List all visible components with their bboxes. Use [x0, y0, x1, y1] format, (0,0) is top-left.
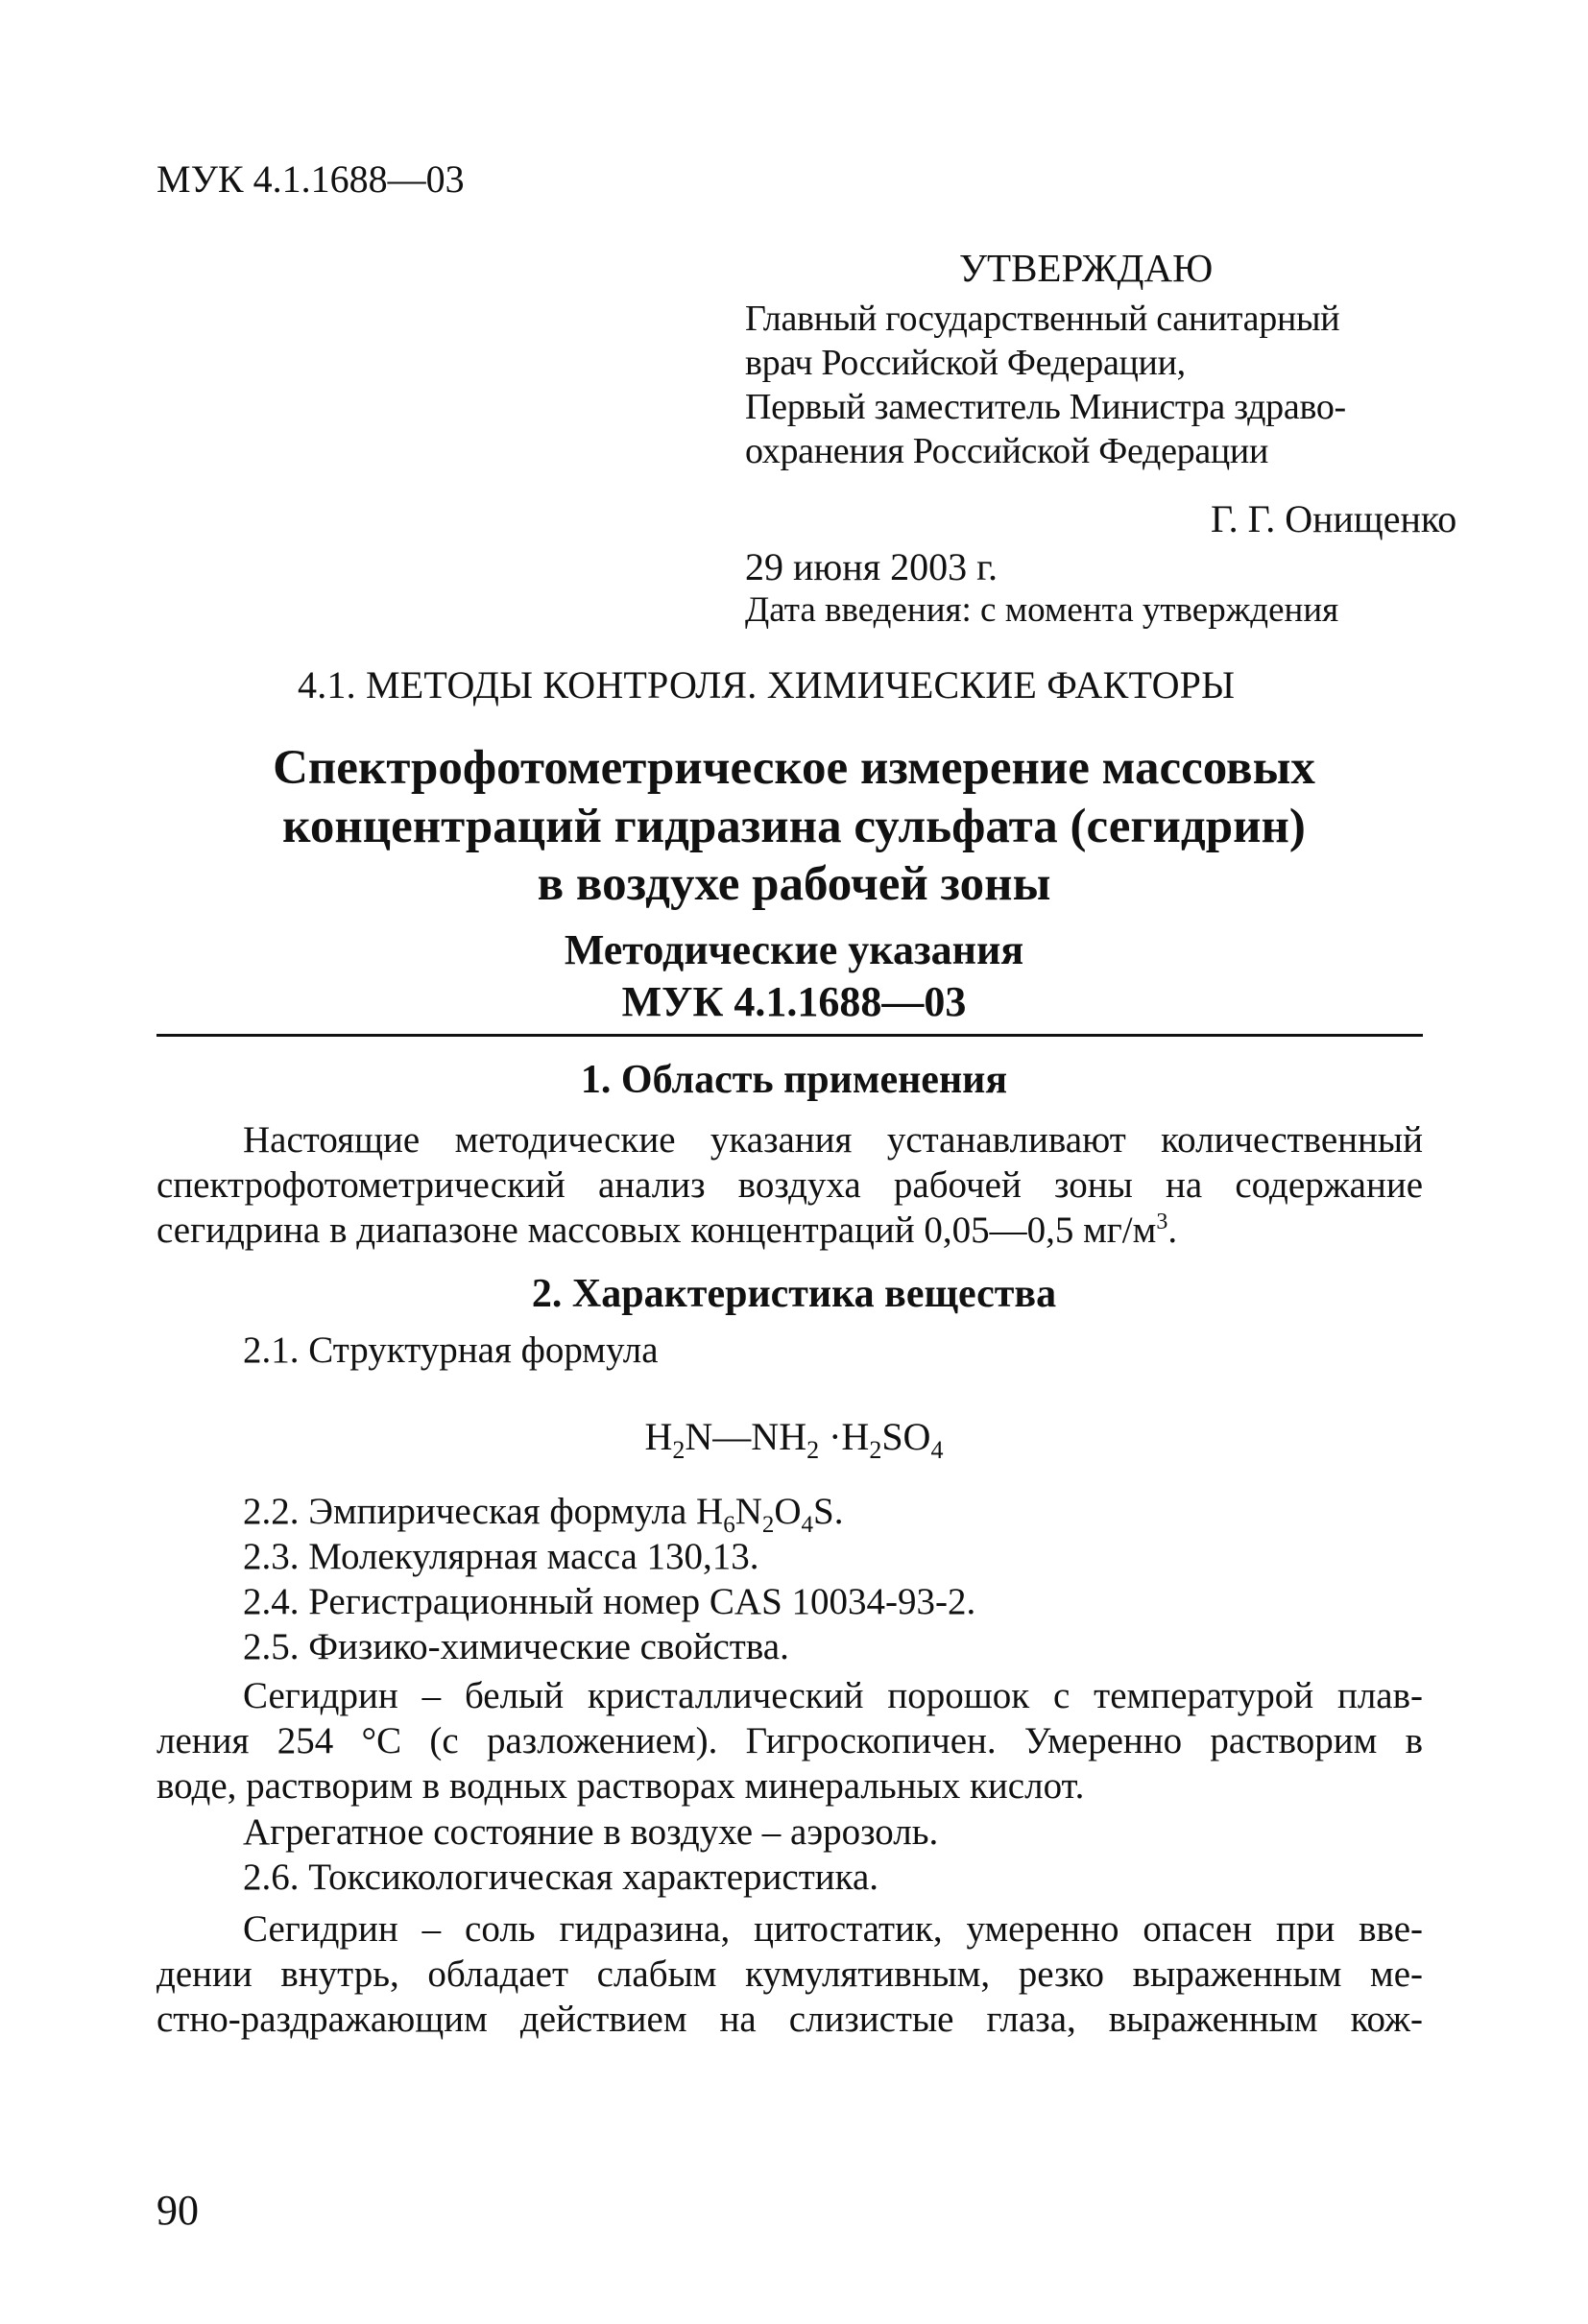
empirical-formula-line: [243, 1490, 1423, 1540]
cas-number: 2.4. Регистрационный номер CAS 10034-93-2.: [243, 1581, 976, 1622]
structural-formula-label: 2.1. Структурная формула: [243, 1330, 659, 1371]
properties-label: 2.5. Физико-химические свойства.: [243, 1626, 789, 1667]
paragraph-line: стно-раздражающим действием на слизистые глаза, выраженным кож-: [156, 1999, 1423, 2040]
approval-line: Первый заместитель Министра здраво-: [745, 387, 1346, 427]
approval-line: врач Российской Федерации,: [745, 343, 1186, 383]
paragraph-line: Настоящие методические указания устанавливают количественный: [243, 1119, 1423, 1161]
structural-formula: [0, 1414, 1588, 1465]
introduction-date: Дата введения: с момента утверждения: [745, 590, 1339, 630]
document-subtitle-code: МУК 4.1.1688—03: [621, 978, 967, 1025]
approval-title: УТВЕРЖДАЮ: [959, 246, 1214, 290]
paragraph-line: дении внутрь, обладает слабым кумулятивным, резко выраженным ме-: [156, 1953, 1423, 1995]
formula-part: ·H: [819, 1415, 870, 1458]
signer-name: Г. Г. Онищенко: [1211, 497, 1457, 540]
title-divider: [156, 1034, 1423, 1037]
section-2-heading: 2. Характеристика вещества: [531, 1272, 1057, 1316]
paragraph-text: сегидрина в диапазоне массовых концентраций 0,05—0,5 мг/м: [156, 1210, 1157, 1251]
paragraph-line: Сегидрин – соль гидразина, цитостатик, умеренно опасен при вве-: [243, 1908, 1423, 1950]
formula-subscript: 2: [806, 1436, 820, 1464]
approval-date: 29 июня 2003 г.: [745, 545, 998, 588]
paragraph-line: воде, растворим в водных растворах минеральных кислот.: [156, 1765, 1085, 1807]
approval-line: охранения Российской Федерации: [745, 431, 1269, 471]
section-heading: 4.1. МЕТОДЫ КОНТРОЛЯ. ХИМИЧЕСКИЕ ФАКТОРЫ: [298, 663, 1236, 707]
document-title-line: в воздухе рабочей зоны: [537, 857, 1051, 911]
paragraph-line: ления 254 °С (с разложением). Гигроскопичен. Умеренно растворим в: [156, 1720, 1423, 1761]
formula-part: N—NH: [685, 1415, 807, 1458]
formula-part: O: [774, 1491, 802, 1532]
paragraph-line: спектрофотометрический анализ воздуха рабочей зоны на содержание: [156, 1164, 1423, 1206]
paragraph-end: .: [1167, 1210, 1178, 1251]
aggregate-state: Агрегатное состояние в воздухе – аэрозоль.: [243, 1811, 939, 1853]
toxicology-label: 2.6. Токсикологическая характеристика.: [243, 1857, 879, 1898]
formula-part: SO: [881, 1415, 931, 1458]
formula-subscript: 6: [723, 1511, 735, 1538]
section-1-heading: 1. Область применения: [580, 1058, 1008, 1102]
document-code: МУК 4.1.1688—03: [156, 157, 465, 201]
formula-subscript: 4: [930, 1436, 944, 1464]
molecular-mass: 2.3. Молекулярная масса 130,13.: [243, 1536, 759, 1577]
paragraph-line: Сегидрин – белый кристаллический порошок с температурой плав-: [243, 1675, 1423, 1716]
document-subtitle: Методические указания: [564, 926, 1024, 973]
document-title-line: концентраций гидразина сульфата (сегидрин): [282, 800, 1306, 853]
formula-part: N: [734, 1491, 762, 1532]
document-title-line: Спектрофотометрическое измерение массовых: [273, 741, 1315, 795]
approval-line: Главный государственный санитарный: [745, 299, 1340, 339]
formula-subscript: 4: [801, 1511, 814, 1538]
page-number: 90: [156, 2187, 199, 2234]
formula-subscript: 2: [869, 1436, 882, 1464]
formula-subscript: 2: [672, 1436, 686, 1464]
empirical-prefix: 2.2. Эмпирическая формула H: [243, 1491, 724, 1532]
formula-part: S.: [813, 1491, 844, 1532]
formula-part: H: [644, 1415, 673, 1458]
unit-superscript: 3: [1156, 1210, 1168, 1234]
formula-subscript: 2: [761, 1511, 775, 1538]
paragraph-line-last: [156, 1209, 1423, 1254]
